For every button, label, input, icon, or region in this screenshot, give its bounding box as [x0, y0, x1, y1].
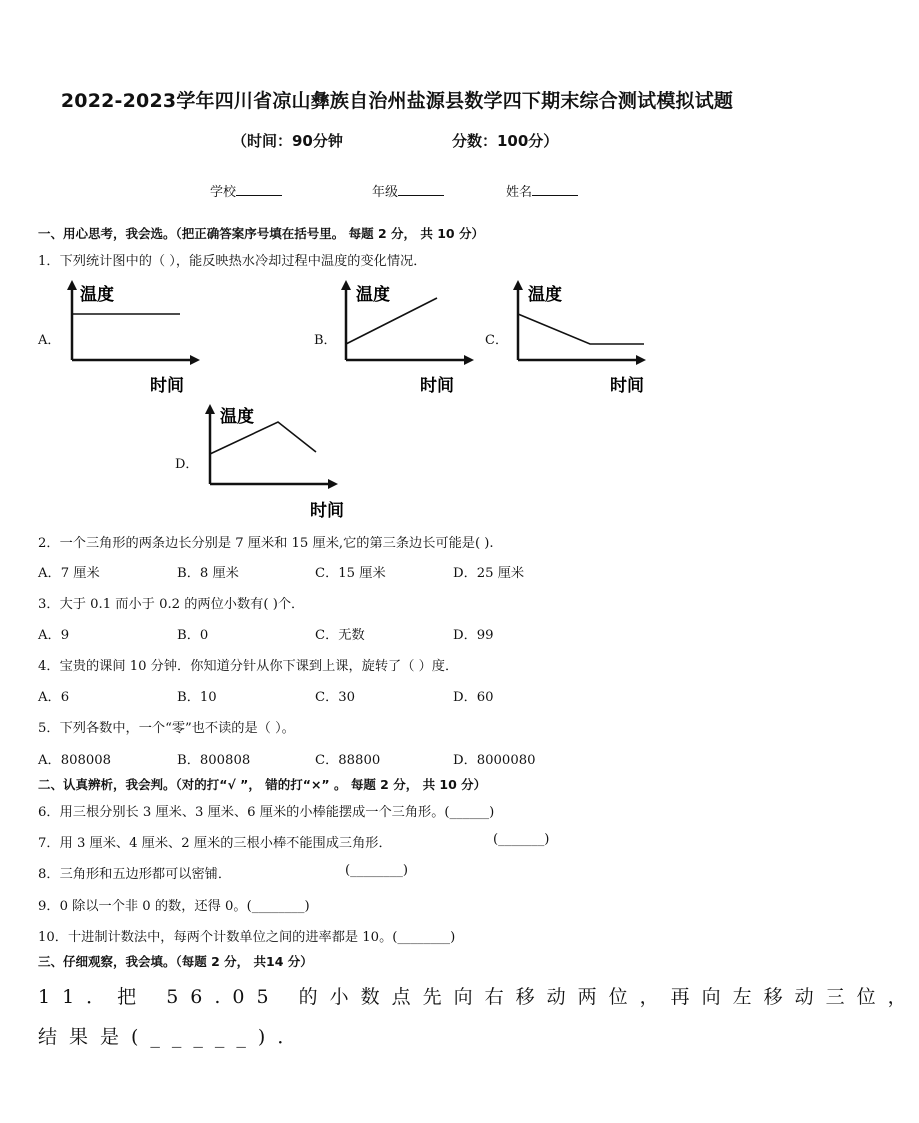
y-axis-label: 温度: [220, 407, 254, 427]
q7-answer-blank[interactable]: (_______): [493, 832, 550, 847]
y-axis-label: 温度: [80, 285, 114, 305]
q4-option-b[interactable]: B．10: [177, 690, 217, 705]
question-3-text: 3．大于 0.1 而小于 0.2 的两位小数有( )个．: [38, 597, 305, 612]
q4-option-a[interactable]: A．6: [38, 690, 70, 705]
y-axis-label: 温度: [356, 285, 390, 305]
q1-option-d-letter: D．: [175, 457, 199, 472]
q3-option-b[interactable]: B．0: [177, 628, 209, 643]
exam-score: 分数：100分）: [452, 132, 559, 150]
x-axis-label: 时间: [310, 501, 344, 521]
question-9-text[interactable]: 9．0 除以一个非 0 的数，还得 0。(________): [38, 899, 310, 914]
q4-option-d[interactable]: D．60: [453, 690, 494, 705]
x-axis-label: 时间: [610, 376, 644, 396]
question-10-text[interactable]: 10．十进制计数法中，每两个计数单位之间的进率都是 10。(________): [38, 930, 456, 945]
school-blank[interactable]: [236, 183, 282, 196]
section-1-heading: 一、用心思考，我会选。（把正确答案序号填在括号里。 每题 2 分， 共 10 分）: [38, 226, 484, 241]
section-3-heading: 三、仔细观察，我会填。（每题 2 分， 共14 分）: [38, 954, 313, 969]
temperature-line: [518, 314, 644, 344]
question-2-text: 2．一个三角形的两条边长分别是 7 厘米和 15 厘米,它的第三条边长可能是( ).: [38, 536, 494, 551]
x-axis-arrow-icon: [190, 355, 200, 365]
question-5-text: 5．下列各数中，一个“零”也不读的是（ ）。: [38, 721, 295, 736]
y-axis-label: 温度: [528, 285, 562, 305]
q2-option-d[interactable]: D．25 厘米: [453, 566, 525, 581]
q3-option-a[interactable]: A．9: [38, 628, 70, 643]
q1-chart-c[interactable]: [506, 278, 666, 398]
question-7-text: 7．用 3 厘米、4 厘米、2 厘米的三根小棒不能围成三角形．: [38, 836, 392, 851]
q3-option-c[interactable]: C．无数: [315, 628, 365, 643]
q5-option-d[interactable]: D．8000080: [453, 753, 536, 768]
question-11-line-1: 11．把 56.05 的小数点先向右移动两位，再向左移动三位，: [38, 986, 919, 1008]
q1-option-a-letter: A．: [38, 333, 61, 348]
q2-option-b[interactable]: B．8 厘米: [177, 566, 239, 581]
section-2-heading: 二、认真辨析，我会判。（对的打“√ ”， 错的打“×” 。 每题 2 分， 共 10 分）: [38, 777, 487, 792]
q5-option-c[interactable]: C．88800: [315, 753, 381, 768]
school-field[interactable]: [210, 181, 282, 200]
question-6-text[interactable]: 6．用三根分别长 3 厘米、3 厘米、6 厘米的小棒能摆成一个三角形。(______): [38, 805, 495, 820]
y-axis-arrow-icon: [341, 280, 351, 290]
x-axis-arrow-icon: [464, 355, 474, 365]
exam-time: （时间：90分钟: [232, 132, 343, 150]
y-axis-arrow-icon: [205, 404, 215, 414]
name-label: 姓名: [506, 185, 533, 200]
q1-chart-b[interactable]: [334, 278, 484, 398]
name-field[interactable]: [506, 181, 578, 200]
q1-chart-a[interactable]: [60, 278, 210, 398]
y-axis-arrow-icon: [67, 280, 77, 290]
q1-option-c-letter: C．: [485, 333, 508, 348]
name-blank[interactable]: [532, 183, 578, 196]
x-axis-label: 时间: [150, 376, 184, 396]
q5-option-a[interactable]: A．808008: [38, 753, 112, 768]
x-axis-arrow-icon: [636, 355, 646, 365]
grade-blank[interactable]: [398, 183, 444, 196]
q5-option-b[interactable]: B．800808: [177, 753, 251, 768]
page-title: 2022-2023学年四川省凉山彝族自治州盐源县数学四下期末综合测试模拟试题: [60, 90, 734, 112]
grade-field[interactable]: [372, 181, 444, 200]
q8-answer-blank[interactable]: (________): [345, 863, 409, 878]
school-label: 学校: [210, 185, 237, 200]
q2-option-c[interactable]: C．15 厘米: [315, 566, 386, 581]
question-8-text: 8．三角形和五边形都可以密铺．: [38, 867, 232, 882]
q4-option-c[interactable]: C．30: [315, 690, 356, 705]
q1-option-b-letter: B．: [314, 333, 337, 348]
question-1-text: 1．下列统计图中的（ ），能反映热水冷却过程中温度的变化情况．: [38, 254, 427, 269]
q2-option-a[interactable]: A．7 厘米: [38, 566, 100, 581]
question-11-line-2[interactable]: 结果是(_____)．: [38, 1026, 309, 1048]
grade-label: 年级: [372, 185, 399, 200]
q1-chart-d[interactable]: [198, 402, 358, 522]
x-axis-arrow-icon: [328, 479, 338, 489]
x-axis-label: 时间: [420, 376, 454, 396]
q3-option-d[interactable]: D．99: [453, 628, 494, 643]
y-axis-arrow-icon: [513, 280, 523, 290]
question-4-text: 4．宝贵的课间 10 分钟．你知道分针从你下课到上课，旋转了（ ）度．: [38, 659, 459, 674]
